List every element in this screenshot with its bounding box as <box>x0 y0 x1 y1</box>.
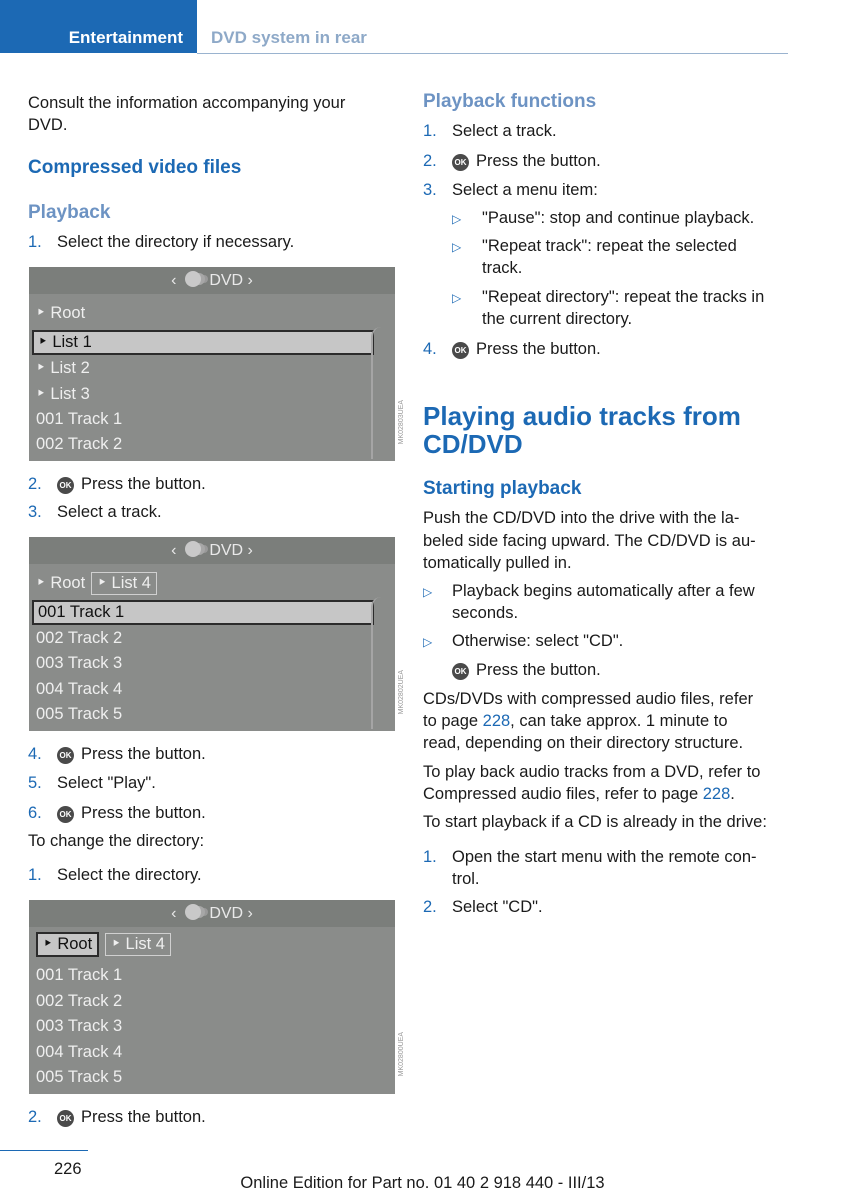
list-item-cont: trol. <box>452 870 480 888</box>
list-item: 5. Select "Play". <box>28 774 156 792</box>
bullet: ▷ Otherwise: select "CD". <box>423 632 624 650</box>
list-item: 1. Open the start menu with the remote con‐ <box>423 848 757 866</box>
screen-title-bar: ‹ DVD › <box>29 900 395 927</box>
ok-button-icon: OK <box>452 154 469 171</box>
bullet-triangle-icon: ▷ <box>452 212 462 226</box>
sub-bullet: ▷ "Repeat directory": repeat the tracks in <box>452 288 765 306</box>
list-item: 2. Select "CD". <box>423 898 543 916</box>
list-item: 005 Track 5 <box>36 705 123 723</box>
list-item: ‣ Root <box>36 304 86 322</box>
section-heading-line1: Playing audio tracks from <box>423 401 741 431</box>
list-item: 6. OK Press the button. <box>28 804 206 822</box>
ok-button-icon: OK <box>57 806 74 823</box>
breadcrumb: ‣ Root ‣ List 4 <box>32 932 376 957</box>
dvd-screen-root <box>29 900 395 1094</box>
ok-button-icon: OK <box>57 747 74 764</box>
change-directory-text: To change the directory: <box>28 832 205 850</box>
scrollbar <box>371 597 381 729</box>
bullet-cont: seconds. <box>452 604 519 622</box>
compressed-heading: Compressed video files <box>28 157 242 178</box>
header-subsection-tab <box>197 0 788 54</box>
paragraph-line: To start playback if a CD is already in the drive: <box>423 813 767 831</box>
paragraph-line: read, depending on their directory structure. <box>423 734 744 752</box>
intro-text: Consult the information accompanying your DVD. <box>28 94 346 134</box>
list-item: 004 Track 4 <box>36 680 123 698</box>
paragraph-line: Push the CD/DVD into the drive with the la‐ <box>423 509 740 527</box>
list-item: 1. Select the directory if necessary. <box>28 233 295 251</box>
list-item: 3. Select a menu item: <box>423 181 598 199</box>
page-number: 226 <box>54 1160 82 1178</box>
header-section: Entertainment <box>68 28 183 47</box>
sub-bullet-cont: the current directory. <box>482 310 633 328</box>
dvd-screen-tracks <box>29 537 395 731</box>
list-item: ‣ List 3 <box>36 385 90 403</box>
bullet-triangle-icon: ▷ <box>423 585 433 599</box>
ok-button-icon: OK <box>57 477 74 494</box>
disc-icon <box>185 541 201 557</box>
paragraph-line: Compressed audio files, refer to page 228. <box>423 785 735 803</box>
dvd-screen-directory <box>29 267 395 461</box>
ok-button-icon: OK <box>57 1110 74 1127</box>
disc-icon <box>185 271 201 287</box>
bullet-triangle-icon: ▷ <box>452 291 462 305</box>
page-link[interactable]: 228 <box>482 712 511 730</box>
header-section-tab <box>0 0 197 53</box>
list-item: 3. Select a track. <box>28 503 162 521</box>
list-item: 4. OK Press the button. <box>28 745 206 763</box>
image-code: MK02800UEA <box>398 1032 405 1077</box>
image-code: MK02802UEA <box>398 670 405 715</box>
disc-icon <box>185 904 201 920</box>
list-item: 1. Select a track. <box>423 122 557 140</box>
list-item: 4. OK Press the button. <box>423 340 601 358</box>
page-link[interactable]: 228 <box>702 785 731 803</box>
list-item: 003 Track 3 <box>36 1017 123 1035</box>
list-item: 001 Track 1 <box>36 966 123 984</box>
starting-playback-heading: Starting playback <box>423 478 582 499</box>
list-item: 2. OK Press the button. <box>28 1108 206 1126</box>
bullet-triangle-icon: ▷ <box>423 635 433 649</box>
list-item: 002 Track 2 <box>36 629 123 647</box>
list-item: 1. Select the directory. <box>28 866 202 884</box>
paragraph-line: to page 228, can take approx. 1 minute to <box>423 712 728 730</box>
sub-bullet: ▷ "Repeat track": repeat the selected <box>452 237 737 255</box>
paragraph-line: tomatically pulled in. <box>423 554 572 572</box>
list-item: 001 Track 1 <box>36 410 123 428</box>
ok-button-icon: OK <box>452 342 469 359</box>
section-heading-line2: CD/DVD <box>423 429 523 459</box>
list-item: 005 Track 5 <box>36 1068 123 1086</box>
paragraph-line: beled side facing upward. The CD/DVD is au‐ <box>423 532 756 550</box>
list-item: ‣ List 1 <box>32 330 374 355</box>
bullet: ▷ Playback begins automatically after a few <box>423 582 755 600</box>
paragraph-line: CDs/DVDs with compressed audio files, refer <box>423 690 754 708</box>
screen-title-bar: ‹ DVD › <box>29 267 395 294</box>
breadcrumb: ‣ Root ‣ List 4 <box>32 571 376 596</box>
sub-bullet: ▷ "Pause": stop and continue playback. <box>452 209 755 227</box>
scrollbar <box>371 327 381 459</box>
sub-bullet-cont: track. <box>482 259 523 277</box>
list-item: 2. OK Press the button. <box>423 152 601 170</box>
ok-button-icon: OK <box>452 663 469 680</box>
list-item: 002 Track 2 <box>36 435 123 453</box>
list-item: ‣ List 2 <box>36 359 90 377</box>
screen-title-bar: ‹ DVD › <box>29 537 395 564</box>
list-item: 001 Track 1 <box>32 600 374 625</box>
list-item: 002 Track 2 <box>36 992 123 1010</box>
list-item: 003 Track 3 <box>36 654 123 672</box>
list-item: 2. OK Press the button. <box>28 475 206 493</box>
footer-rule <box>0 1150 88 1151</box>
bullet-cont: OK Press the button. <box>452 659 601 681</box>
playback-heading: Playback <box>28 202 111 223</box>
list-item: 004 Track 4 <box>36 1043 123 1061</box>
header-subsection: DVD system in rear <box>211 28 367 47</box>
playback-functions-heading: Playback functions <box>423 91 597 112</box>
image-code: MK02803UEA <box>398 400 405 445</box>
paragraph-line: To play back audio tracks from a DVD, refer to <box>423 763 761 781</box>
footer-edition: Online Edition for Part no. 01 40 2 918 440 - III/13 <box>240 1174 605 1192</box>
bullet-triangle-icon: ▷ <box>452 240 462 254</box>
